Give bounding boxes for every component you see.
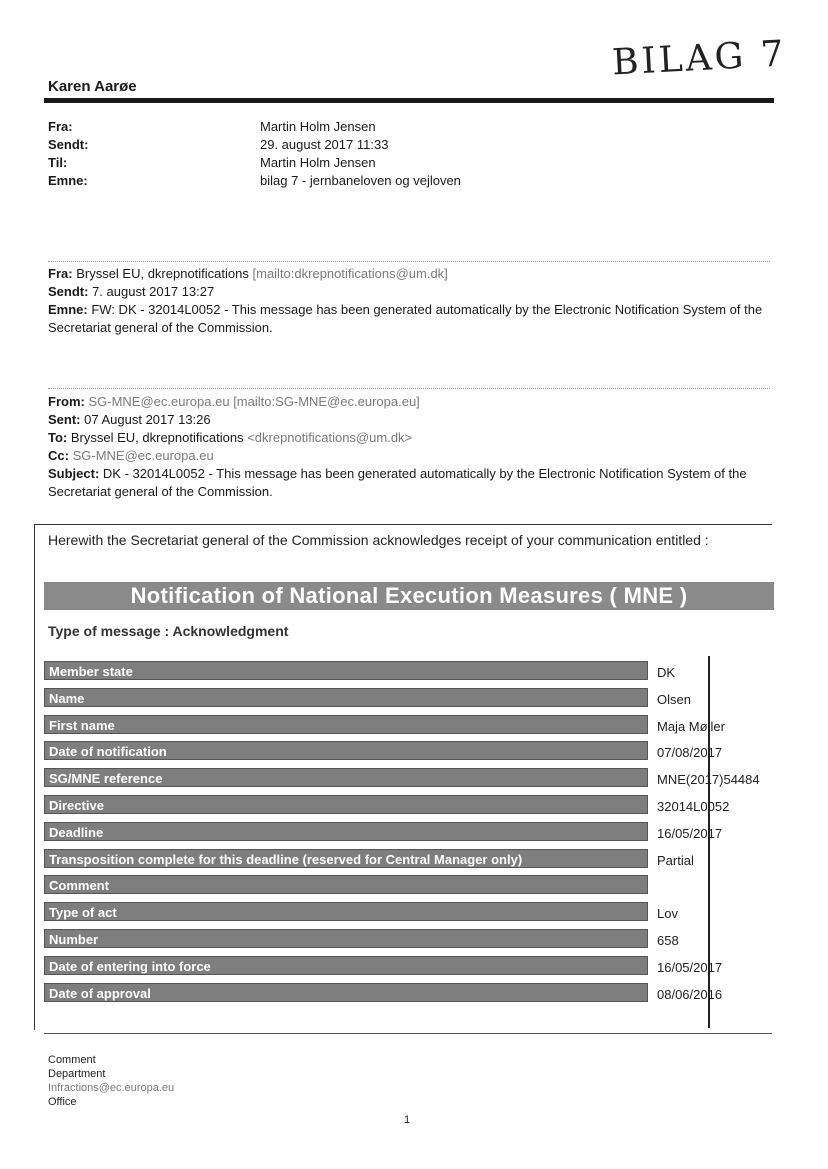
footer-department: Department xyxy=(48,1068,106,1080)
fwd1-subject-value: FW: DK - 32014L0052 - This message has been generated automatically by the Electronic Notification System of the Secretariat general of the Commission. xyxy=(48,302,763,335)
field-value: Maja Møller xyxy=(657,719,725,734)
field-label: First name xyxy=(44,715,648,734)
notification-box-left xyxy=(34,524,35,1030)
separator xyxy=(48,388,770,389)
sender-name: Karen Aarøe xyxy=(48,78,137,95)
header-labels xyxy=(48,118,88,190)
fwd2-sent-label: Sent: xyxy=(48,412,81,427)
field-value: 658 xyxy=(657,933,679,948)
subject-value: bilag 7 - jernbaneloven og vejloven xyxy=(260,173,461,188)
forward-header-1 xyxy=(48,265,773,337)
field-label: Comment xyxy=(44,875,648,894)
header-values xyxy=(260,118,461,190)
fwd1-from-link[interactable]: [mailto:dkrepnotifications@um.dk] xyxy=(252,266,448,281)
fwd2-subject-value: DK - 32014L0052 - This message has been generated automatically by the Electronic Notification System of the Secretariat general of the Commission. xyxy=(48,466,747,499)
message-type-label: Type of message : xyxy=(48,623,170,639)
field-label: Date of notification xyxy=(44,741,648,760)
subject-label: Emne: xyxy=(48,173,88,188)
field-label: Date of entering into force xyxy=(44,956,648,975)
field-label: Name xyxy=(44,688,648,707)
fwd2-to-label: To: xyxy=(48,430,68,445)
field-label: Member state xyxy=(44,661,648,680)
field-value: 32014L0052 xyxy=(657,799,730,814)
separator xyxy=(48,261,770,262)
sent-value: 29. august 2017 11:33 xyxy=(260,137,389,152)
fwd1-from-value: Bryssel EU, dkrepnotifications xyxy=(76,266,249,281)
handwritten-annotation: BILAG 7 xyxy=(611,33,788,84)
fwd2-from-label: From: xyxy=(48,394,85,409)
footer xyxy=(48,1053,174,1109)
fwd2-from-value[interactable]: SG-MNE@ec.europa.eu xyxy=(88,394,230,409)
field-value: Olsen xyxy=(657,692,691,707)
fwd2-subject-label: Subject: xyxy=(48,466,100,481)
acknowledgement-intro: Herewith the Secretariat general of the Commission acknowledges receipt of your communication entitled : xyxy=(48,532,709,548)
field-value: 16/05/2017 xyxy=(657,960,723,975)
from-label: Fra: xyxy=(48,119,73,134)
field-label: Type of act xyxy=(44,902,648,921)
page-number: 1 xyxy=(404,1114,411,1126)
fwd2-to-email[interactable]: <dkrepnotifications@um.dk> xyxy=(247,430,413,445)
fwd2-from-link[interactable]: [mailto:SG-MNE@ec.europa.eu] xyxy=(233,394,420,409)
field-label: Date of approval xyxy=(44,983,648,1002)
footer-comment: Comment xyxy=(48,1054,96,1066)
footer-office: Office xyxy=(48,1096,77,1108)
footer-email[interactable]: Infractions@ec.europa.eu xyxy=(48,1082,175,1094)
to-value: Martin Holm Jensen xyxy=(260,155,376,170)
message-type xyxy=(48,623,288,639)
field-label: Directive xyxy=(44,795,648,814)
fwd2-cc-value[interactable]: SG-MNE@ec.europa.eu xyxy=(72,448,214,463)
message-type-value: Acknowledgment xyxy=(172,623,289,639)
field-value: Lov xyxy=(657,906,678,921)
from-value: Martin Holm Jensen xyxy=(260,119,376,134)
scan-mark-line xyxy=(708,656,710,1028)
field-value: 07/08/2017 xyxy=(657,745,723,760)
notification-box-bottom xyxy=(44,1033,772,1034)
field-value: Partial xyxy=(657,853,694,868)
field-label: Number xyxy=(44,929,648,948)
fwd2-to-value: Bryssel EU, dkrepnotifications xyxy=(70,430,244,445)
sent-label: Sendt: xyxy=(48,137,89,152)
header-divider xyxy=(44,98,774,103)
fwd2-sent-value: 07 August 2017 13:26 xyxy=(84,412,211,427)
field-label: SG/MNE reference xyxy=(44,768,648,787)
forward-header-2 xyxy=(48,393,773,501)
field-value: 16/05/2017 xyxy=(657,826,723,841)
fwd1-from-label: Fra: xyxy=(48,266,73,281)
field-label: Transposition complete for this deadline (reserved for Central Manager only) xyxy=(44,849,648,868)
notification-box-top xyxy=(34,524,772,525)
field-value: MNE(2017)54484 xyxy=(657,772,760,787)
notification-banner: Notification of National Execution Measures ( MNE ) xyxy=(44,582,774,610)
fwd1-sent-value: 7. august 2017 13:27 xyxy=(92,284,215,299)
fwd1-subject-label: Emne: xyxy=(48,302,88,317)
to-label: Til: xyxy=(48,155,68,170)
field-label: Deadline xyxy=(44,822,648,841)
field-value: 08/06/2016 xyxy=(657,987,723,1002)
field-value: DK xyxy=(657,665,676,680)
fwd2-cc-label: Cc: xyxy=(48,448,69,463)
fwd1-sent-label: Sendt: xyxy=(48,284,89,299)
